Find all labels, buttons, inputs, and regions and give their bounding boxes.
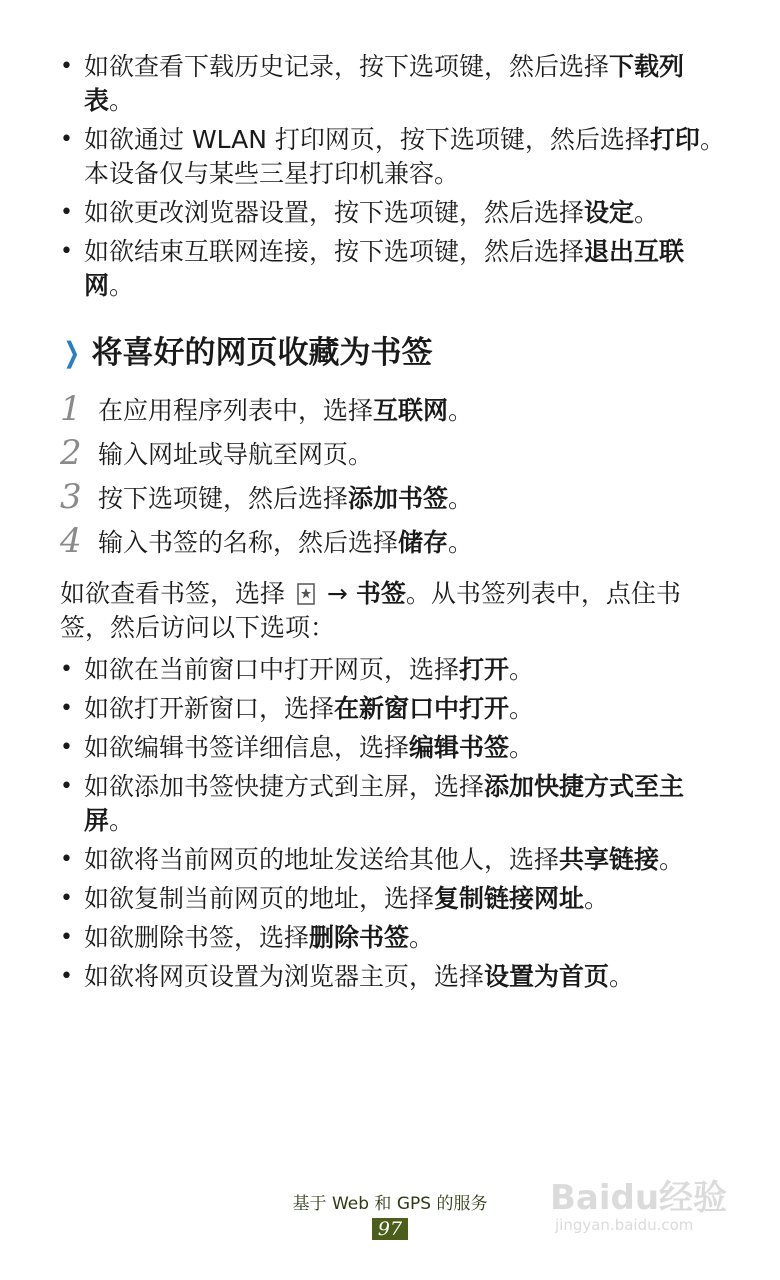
step-list [60, 387, 725, 563]
list-item: • 如欲更改浏览器设置，按下选项键，然后选择设定。 [60, 196, 725, 230]
section-heading [60, 331, 725, 375]
step-item: 1 在应用程序列表中，选择互联网。 [60, 389, 474, 429]
top-bullet-list [60, 50, 725, 303]
section-title: 将喜好的网页收藏为书签 [91, 335, 433, 371]
list-item: • 如欲打开新窗口，选择在新窗口中打开。 [60, 692, 725, 726]
list-item: • 如欲结束互联网连接，按下选项键，然后选择退出互联网。 [60, 235, 725, 303]
list-item: • 如欲添加书签快捷方式到主屏，选择添加快捷方式至主屏。 [60, 770, 725, 838]
bookmark-star-icon [297, 583, 315, 605]
chevron-right-icon: ❯ [63, 336, 80, 369]
step-number: 1 [60, 389, 82, 429]
step-item: 2 输入网址或导航至网页。 [60, 433, 374, 473]
list-item: • 如欲删除书签，选择删除书签。 [60, 921, 725, 955]
list-item: • 如欲将网页设置为浏览器主页，选择设置为首页。 [60, 960, 725, 994]
step-number: 3 [60, 477, 82, 517]
step-item: 3 按下选项键，然后选择添加书签。 [60, 477, 474, 517]
step-number: 2 [60, 433, 82, 473]
page-number: 97 [372, 1218, 408, 1240]
list-item: • 如欲将当前网页的地址发送给其他人，选择共享链接。 [60, 843, 725, 877]
list-item: • 如欲查看下载历史记录，按下选项键，然后选择下载列表。 [60, 50, 725, 118]
watermark-url: jingyan.baidu.com [555, 1216, 694, 1234]
watermark [550, 1160, 730, 1240]
page-content [60, 50, 725, 999]
bookmark-intro: 如欲查看书签，选择 → 书签。从书签列表中，点住书签，然后访问以下选项： [60, 579, 681, 642]
step-item: 4 输入书签的名称，然后选择储存。 [60, 521, 474, 561]
watermark-logo: Baidu经验 [550, 1178, 728, 1218]
list-item: • 如欲通过 WLAN 打印网页，按下选项键，然后选择打印。本设备仅与某些三星打印机兼容。 [60, 123, 725, 191]
list-item: • 如欲复制当前网页的地址，选择复制链接网址。 [60, 882, 725, 916]
list-item: • 如欲在当前窗口中打开网页，选择打开。 [60, 653, 725, 687]
step-number: 4 [60, 521, 82, 561]
footer-title: 基于 Web 和 GPS 的服务 [292, 1194, 488, 1214]
options-list [60, 653, 725, 994]
list-item: • 如欲编辑书签详细信息，选择编辑书签。 [60, 731, 725, 765]
